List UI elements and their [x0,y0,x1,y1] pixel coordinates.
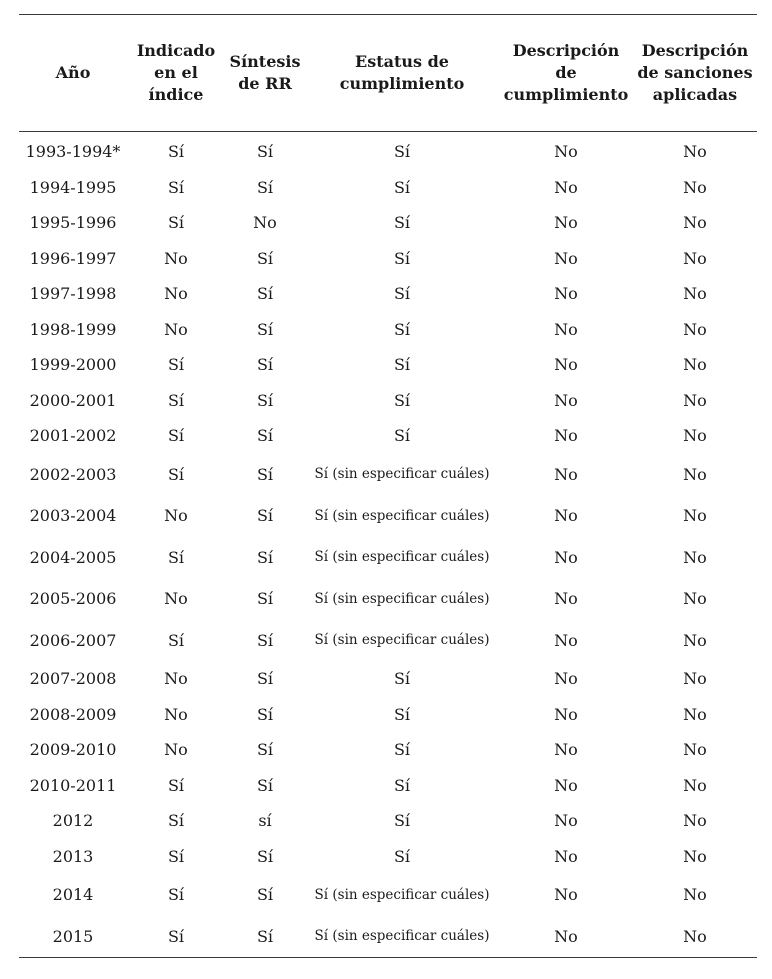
cell-compliance-status: Sí [393,319,411,339]
cell-indexed: Sí [167,885,185,905]
cell-rr-summary: Sí [256,589,274,609]
cell-compliance-status: Sí (sin especificar cuáles) [314,507,490,524]
table-row [19,312,757,348]
table-row [19,732,757,768]
cell-compliance-status: Sí [393,775,411,795]
cell-compliance-description: No [554,248,578,268]
cell-year: 2014 [52,885,94,905]
cell-compliance-description: No [554,284,578,304]
cell-compliance-description: No [554,319,578,339]
cell-indexed: Sí [167,464,185,484]
cell-sanctions-description: No [683,775,707,795]
cell-compliance-description: No [554,885,578,905]
header-compliance-status: Estatus de cumplimiento [339,52,465,93]
cell-sanctions-description: No [683,355,707,375]
cell-compliance-description: No [554,547,578,567]
table-row [19,768,757,804]
cell-sanctions-description: No [683,846,707,866]
cell-year: 2006-2007 [29,630,117,650]
cell-rr-summary: Sí [256,775,274,795]
cell-rr-summary: sí [258,811,272,831]
table-row [19,916,757,958]
cell-sanctions-description: No [683,142,707,162]
cell-indexed: Sí [167,630,185,650]
cell-indexed: Sí [167,213,185,233]
cell-rr-summary: Sí [256,669,274,689]
bottom-rule [19,957,757,958]
cell-compliance-description: No [554,589,578,609]
cell-sanctions-description: No [683,669,707,689]
header-sanctions-description: Descripción de sanciones aplicadas [637,41,753,104]
cell-sanctions-description: No [683,284,707,304]
cell-compliance-description: No [554,704,578,724]
cell-rr-summary: Sí [256,547,274,567]
table-row [19,241,757,277]
cell-rr-summary: No [253,213,277,233]
cell-rr-summary: Sí [256,506,274,526]
header-year: Año [55,63,91,82]
cell-compliance-description: No [554,177,578,197]
cell-compliance-description: No [554,390,578,410]
table-row [19,661,757,697]
table-row [19,839,757,875]
cell-sanctions-description: No [683,811,707,831]
cell-year: 2010-2011 [29,775,117,795]
table-row [19,418,757,454]
cell-compliance-description: No [554,630,578,650]
cell-compliance-description: No [554,811,578,831]
cell-indexed: Sí [167,547,185,567]
cell-compliance-status: Sí (sin especificar cuáles) [314,632,490,649]
cell-rr-summary: Sí [256,885,274,905]
table-header [19,15,757,131]
cell-compliance-description: No [554,926,578,946]
table-row [19,803,757,839]
cell-year: 2003-2004 [29,506,117,526]
cell-indexed: No [164,704,188,724]
cell-year: 1993-1994* [25,142,121,162]
cell-year: 2005-2006 [29,589,117,609]
cell-year: 2002-2003 [29,464,117,484]
cell-compliance-status: Sí [393,740,411,760]
cell-compliance-description: No [554,355,578,375]
cell-compliance-status: Sí (sin especificar cuáles) [314,590,490,607]
cell-rr-summary: Sí [256,390,274,410]
cell-year: 2007-2008 [29,669,117,689]
table-row [19,276,757,312]
table-row [19,383,757,419]
cell-indexed: Sí [167,926,185,946]
cell-indexed: Sí [167,846,185,866]
header-rr-summary: Síntesis de RR [229,52,301,93]
cell-indexed: No [164,284,188,304]
cell-indexed: Sí [167,426,185,446]
cell-indexed: Sí [167,142,185,162]
cell-rr-summary: Sí [256,426,274,446]
cell-compliance-description: No [554,740,578,760]
cell-compliance-status: Sí [393,248,411,268]
cell-compliance-status: Sí [393,669,411,689]
cell-compliance-description: No [554,506,578,526]
cell-compliance-status: Sí [393,704,411,724]
cell-compliance-status: Sí [393,811,411,831]
cell-year: 1999-2000 [29,355,117,375]
cell-compliance-status: Sí (sin especificar cuáles) [314,466,490,483]
cell-sanctions-description: No [683,426,707,446]
cell-compliance-description: No [554,426,578,446]
cell-compliance-status: Sí (sin especificar cuáles) [314,928,490,945]
table-row [19,170,757,206]
cell-sanctions-description: No [683,464,707,484]
table-row [19,454,757,496]
cell-year: 2001-2002 [29,426,117,446]
cell-rr-summary: Sí [256,142,274,162]
cell-rr-summary: Sí [256,846,274,866]
cell-indexed: No [164,669,188,689]
cell-year: 2009-2010 [29,740,117,760]
cell-sanctions-description: No [683,177,707,197]
cell-compliance-status: Sí [393,355,411,375]
cell-year: 1995-1996 [29,213,117,233]
cell-year: 1998-1999 [29,319,117,339]
cell-sanctions-description: No [683,630,707,650]
cell-sanctions-description: No [683,390,707,410]
cell-year: 2000-2001 [29,390,117,410]
cell-compliance-status: Sí [393,213,411,233]
table-row [19,874,757,916]
cell-compliance-description: No [554,775,578,795]
cell-rr-summary: Sí [256,319,274,339]
cell-rr-summary: Sí [256,704,274,724]
table-row [19,495,757,537]
cell-compliance-status: Sí [393,142,411,162]
cell-compliance-status: Sí [393,390,411,410]
header-compliance-description: Descripción de cumplimiento [503,41,629,104]
cell-indexed: Sí [167,811,185,831]
cell-sanctions-description: No [683,589,707,609]
cell-year: 1996-1997 [29,248,117,268]
cell-indexed: Sí [167,390,185,410]
cell-indexed: No [164,319,188,339]
cell-sanctions-description: No [683,506,707,526]
table-row [19,697,757,733]
cell-rr-summary: Sí [256,630,274,650]
cell-compliance-status: Sí [393,177,411,197]
cell-indexed: No [164,589,188,609]
table-row [19,347,757,383]
cell-sanctions-description: No [683,885,707,905]
cell-indexed: Sí [167,177,185,197]
cell-sanctions-description: No [683,704,707,724]
compliance-table [19,14,757,958]
cell-rr-summary: Sí [256,926,274,946]
cell-rr-summary: Sí [256,740,274,760]
cell-compliance-status: Sí [393,846,411,866]
cell-compliance-status: Sí [393,284,411,304]
cell-sanctions-description: No [683,248,707,268]
cell-sanctions-description: No [683,926,707,946]
cell-year: 2013 [52,846,94,866]
cell-year: 2008-2009 [29,704,117,724]
cell-year: 2012 [52,811,94,831]
cell-compliance-description: No [554,142,578,162]
cell-sanctions-description: No [683,319,707,339]
cell-compliance-description: No [554,213,578,233]
cell-compliance-status: Sí [393,426,411,446]
cell-indexed: No [164,740,188,760]
table-row [19,578,757,620]
cell-sanctions-description: No [683,740,707,760]
cell-compliance-description: No [554,669,578,689]
cell-rr-summary: Sí [256,464,274,484]
cell-year: 2004-2005 [29,547,117,567]
table-row [19,620,757,662]
cell-rr-summary: Sí [256,284,274,304]
cell-compliance-description: No [554,464,578,484]
cell-indexed: No [164,248,188,268]
table-row [19,134,757,170]
cell-rr-summary: Sí [256,355,274,375]
cell-compliance-status: Sí (sin especificar cuáles) [314,886,490,903]
cell-rr-summary: Sí [256,177,274,197]
header-indexed: Indicado en el índice [136,41,216,104]
cell-compliance-status: Sí (sin especificar cuáles) [314,549,490,566]
cell-indexed: Sí [167,355,185,375]
cell-rr-summary: Sí [256,248,274,268]
table-body [19,132,757,957]
cell-indexed: No [164,506,188,526]
cell-sanctions-description: No [683,213,707,233]
table-row [19,537,757,579]
cell-sanctions-description: No [683,547,707,567]
cell-compliance-description: No [554,846,578,866]
cell-year: 2015 [52,926,94,946]
table-row [19,205,757,241]
cell-year: 1997-1998 [29,284,117,304]
cell-indexed: Sí [167,775,185,795]
cell-year: 1994-1995 [29,177,117,197]
